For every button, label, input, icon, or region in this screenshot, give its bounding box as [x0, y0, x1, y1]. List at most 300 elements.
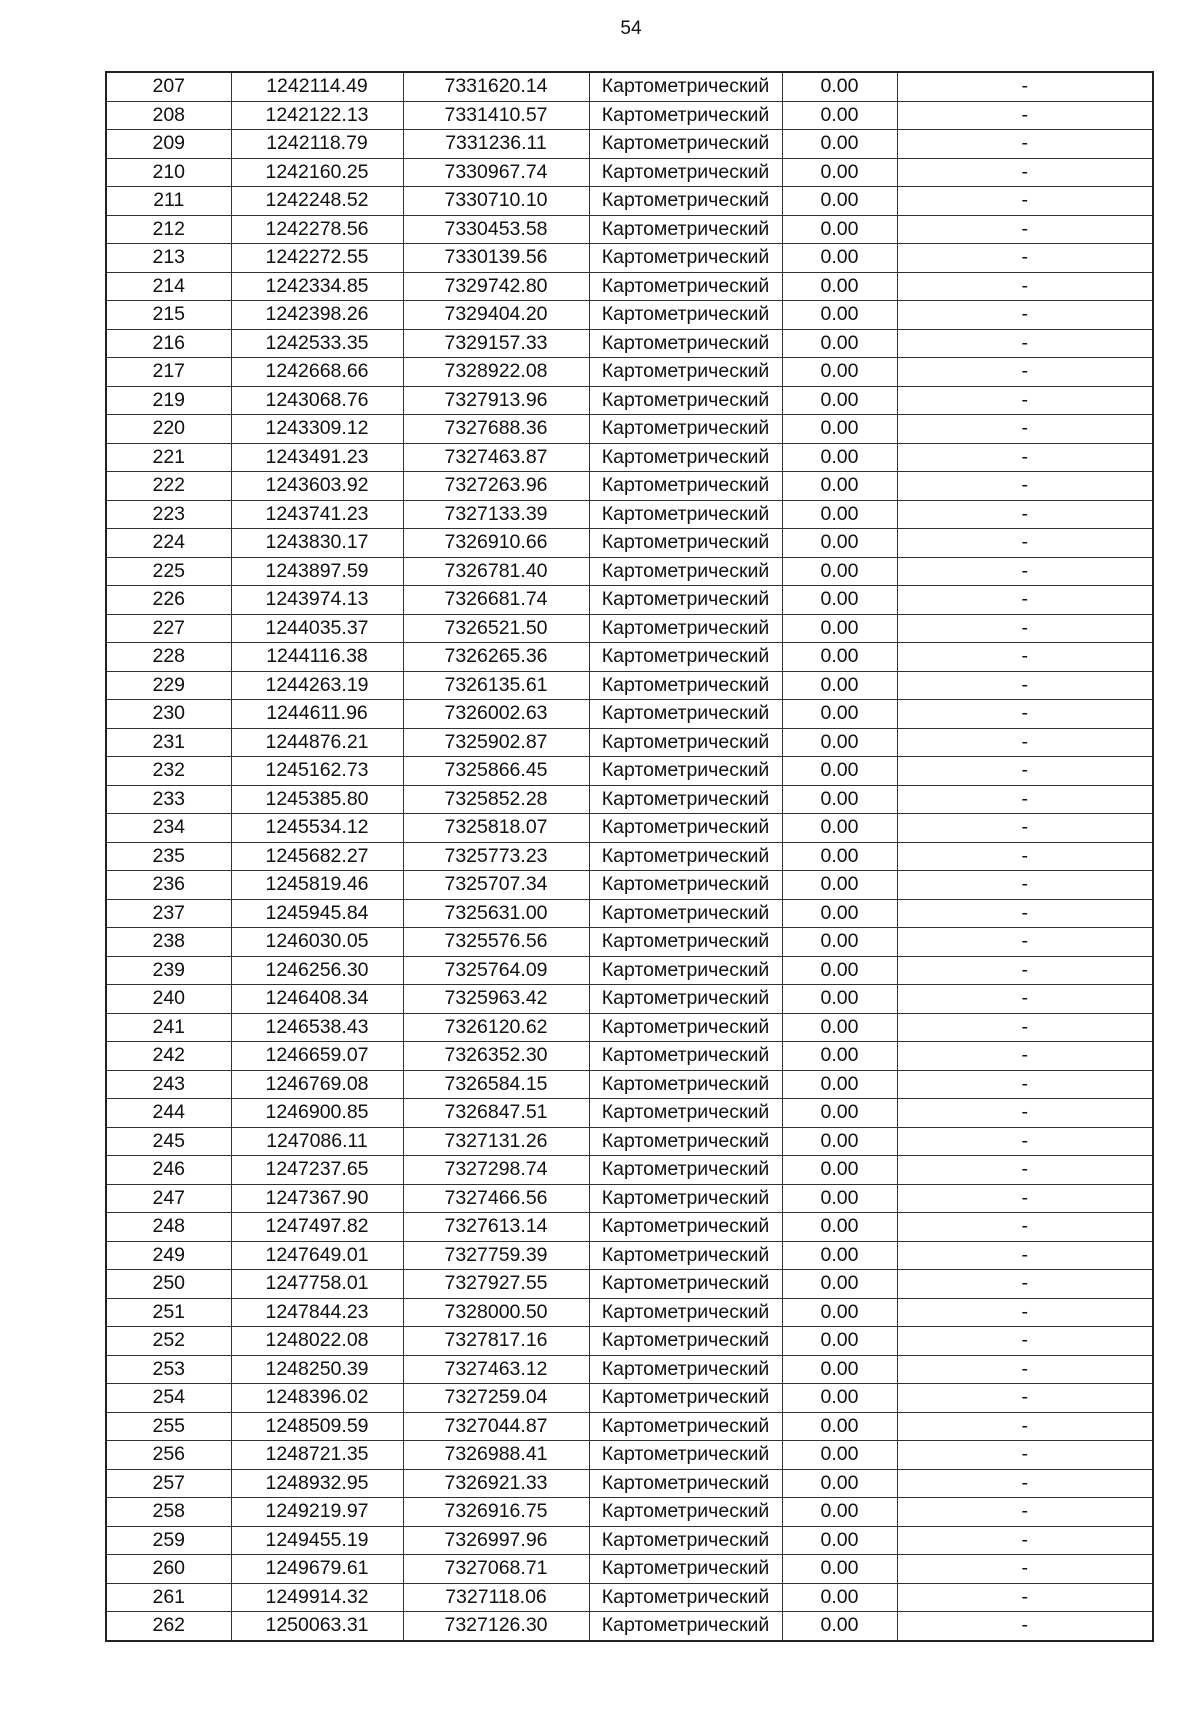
method-cell: Картометрический	[589, 1156, 782, 1185]
table-row	[106, 1241, 1153, 1270]
y-coordinate-cell: 7326352.30	[403, 1042, 589, 1071]
y-coordinate-cell: 7327688.36	[403, 415, 589, 444]
point-number-cell: 261	[106, 1583, 231, 1612]
x-coordinate-cell: 1248721.35	[231, 1441, 403, 1470]
error-cell: 0.00	[782, 1555, 897, 1584]
description-cell: -	[897, 1555, 1153, 1584]
description-cell: -	[897, 1156, 1153, 1185]
point-number-cell: 262	[106, 1612, 231, 1641]
point-number-cell: 234	[106, 814, 231, 843]
method-cell: Картометрический	[589, 1555, 782, 1584]
y-coordinate-cell: 7327466.56	[403, 1184, 589, 1213]
table-row	[106, 187, 1153, 216]
error-cell: 0.00	[782, 1213, 897, 1242]
x-coordinate-cell: 1249219.97	[231, 1498, 403, 1527]
point-number-cell: 237	[106, 899, 231, 928]
error-cell: 0.00	[782, 158, 897, 187]
method-cell: Картометрический	[589, 472, 782, 501]
point-number-cell: 259	[106, 1526, 231, 1555]
table-row	[106, 757, 1153, 786]
method-cell: Картометрический	[589, 1384, 782, 1413]
table-row	[106, 301, 1153, 330]
x-coordinate-cell: 1242668.66	[231, 358, 403, 387]
point-number-cell: 212	[106, 215, 231, 244]
point-number-cell: 243	[106, 1070, 231, 1099]
y-coordinate-cell: 7327118.06	[403, 1583, 589, 1612]
description-cell: -	[897, 1013, 1153, 1042]
description-cell: -	[897, 500, 1153, 529]
method-cell: Картометрический	[589, 1127, 782, 1156]
method-cell: Картометрический	[589, 1441, 782, 1470]
point-number-cell: 258	[106, 1498, 231, 1527]
method-cell: Картометрический	[589, 358, 782, 387]
x-coordinate-cell: 1247086.11	[231, 1127, 403, 1156]
table-row	[106, 842, 1153, 871]
point-number-cell: 219	[106, 386, 231, 415]
table-row	[106, 1612, 1153, 1641]
table-row	[106, 1355, 1153, 1384]
method-cell: Картометрический	[589, 101, 782, 130]
point-number-cell: 224	[106, 529, 231, 558]
x-coordinate-cell: 1246538.43	[231, 1013, 403, 1042]
error-cell: 0.00	[782, 215, 897, 244]
y-coordinate-cell: 7326921.33	[403, 1469, 589, 1498]
x-coordinate-cell: 1244035.37	[231, 614, 403, 643]
point-number-cell: 247	[106, 1184, 231, 1213]
table-row	[106, 1013, 1153, 1042]
x-coordinate-cell: 1248509.59	[231, 1412, 403, 1441]
method-cell: Картометрический	[589, 1042, 782, 1071]
error-cell: 0.00	[782, 1099, 897, 1128]
error-cell: 0.00	[782, 842, 897, 871]
description-cell: -	[897, 814, 1153, 843]
description-cell: -	[897, 72, 1153, 101]
error-cell: 0.00	[782, 928, 897, 957]
x-coordinate-cell: 1243974.13	[231, 586, 403, 615]
table-row	[106, 871, 1153, 900]
method-cell: Картометрический	[589, 1013, 782, 1042]
table-row	[106, 1099, 1153, 1128]
description-cell: -	[897, 1241, 1153, 1270]
y-coordinate-cell: 7327126.30	[403, 1612, 589, 1641]
description-cell: -	[897, 842, 1153, 871]
x-coordinate-cell: 1245945.84	[231, 899, 403, 928]
method-cell: Картометрический	[589, 671, 782, 700]
description-cell: -	[897, 1498, 1153, 1527]
method-cell: Картометрический	[589, 899, 782, 928]
x-coordinate-cell: 1245385.80	[231, 785, 403, 814]
method-cell: Картометрический	[589, 500, 782, 529]
description-cell: -	[897, 386, 1153, 415]
description-cell: -	[897, 472, 1153, 501]
table-row	[106, 472, 1153, 501]
x-coordinate-cell: 1243603.92	[231, 472, 403, 501]
description-cell: -	[897, 614, 1153, 643]
table-row	[106, 386, 1153, 415]
point-number-cell: 225	[106, 557, 231, 586]
x-coordinate-cell: 1242248.52	[231, 187, 403, 216]
y-coordinate-cell: 7330710.10	[403, 187, 589, 216]
point-number-cell: 217	[106, 358, 231, 387]
point-number-cell: 245	[106, 1127, 231, 1156]
description-cell: -	[897, 443, 1153, 472]
error-cell: 0.00	[782, 956, 897, 985]
point-number-cell: 251	[106, 1298, 231, 1327]
description-cell: -	[897, 1042, 1153, 1071]
description-cell: -	[897, 1526, 1153, 1555]
description-cell: -	[897, 1070, 1153, 1099]
error-cell: 0.00	[782, 728, 897, 757]
method-cell: Картометрический	[589, 1070, 782, 1099]
description-cell: -	[897, 301, 1153, 330]
method-cell: Картометрический	[589, 1241, 782, 1270]
y-coordinate-cell: 7327298.74	[403, 1156, 589, 1185]
x-coordinate-cell: 1249914.32	[231, 1583, 403, 1612]
y-coordinate-cell: 7327817.16	[403, 1327, 589, 1356]
method-cell: Картометрический	[589, 1498, 782, 1527]
x-coordinate-cell: 1244263.19	[231, 671, 403, 700]
table-row	[106, 1412, 1153, 1441]
error-cell: 0.00	[782, 1469, 897, 1498]
table-row	[106, 244, 1153, 273]
table-row	[106, 1070, 1153, 1099]
x-coordinate-cell: 1249455.19	[231, 1526, 403, 1555]
point-number-cell: 239	[106, 956, 231, 985]
error-cell: 0.00	[782, 386, 897, 415]
x-coordinate-cell: 1248932.95	[231, 1469, 403, 1498]
description-cell: -	[897, 785, 1153, 814]
description-cell: -	[897, 130, 1153, 159]
method-cell: Картометрический	[589, 1355, 782, 1384]
error-cell: 0.00	[782, 1412, 897, 1441]
x-coordinate-cell: 1243068.76	[231, 386, 403, 415]
description-cell: -	[897, 215, 1153, 244]
y-coordinate-cell: 7327463.87	[403, 443, 589, 472]
table-row	[106, 1583, 1153, 1612]
method-cell: Картометрический	[589, 842, 782, 871]
y-coordinate-cell: 7325818.07	[403, 814, 589, 843]
y-coordinate-cell: 7327131.26	[403, 1127, 589, 1156]
method-cell: Картометрический	[589, 928, 782, 957]
method-cell: Картометрический	[589, 1213, 782, 1242]
description-cell: -	[897, 700, 1153, 729]
table-row	[106, 1270, 1153, 1299]
point-number-cell: 207	[106, 72, 231, 101]
point-number-cell: 216	[106, 329, 231, 358]
description-cell: -	[897, 586, 1153, 615]
method-cell: Картометрический	[589, 1612, 782, 1641]
point-number-cell: 254	[106, 1384, 231, 1413]
table-row	[106, 928, 1153, 957]
y-coordinate-cell: 7326584.15	[403, 1070, 589, 1099]
error-cell: 0.00	[782, 1583, 897, 1612]
x-coordinate-cell: 1247497.82	[231, 1213, 403, 1242]
x-coordinate-cell: 1242334.85	[231, 272, 403, 301]
description-cell: -	[897, 101, 1153, 130]
method-cell: Картометрический	[589, 757, 782, 786]
point-number-cell: 260	[106, 1555, 231, 1584]
y-coordinate-cell: 7328000.50	[403, 1298, 589, 1327]
x-coordinate-cell: 1242272.55	[231, 244, 403, 273]
y-coordinate-cell: 7325773.23	[403, 842, 589, 871]
table-row	[106, 358, 1153, 387]
error-cell: 0.00	[782, 187, 897, 216]
y-coordinate-cell: 7327759.39	[403, 1241, 589, 1270]
point-number-cell: 214	[106, 272, 231, 301]
error-cell: 0.00	[782, 557, 897, 586]
description-cell: -	[897, 899, 1153, 928]
description-cell: -	[897, 329, 1153, 358]
y-coordinate-cell: 7325902.87	[403, 728, 589, 757]
point-number-cell: 238	[106, 928, 231, 957]
point-number-cell: 236	[106, 871, 231, 900]
error-cell: 0.00	[782, 529, 897, 558]
point-number-cell: 233	[106, 785, 231, 814]
table-row	[106, 215, 1153, 244]
method-cell: Картометрический	[589, 814, 782, 843]
description-cell: -	[897, 871, 1153, 900]
table-row	[106, 1156, 1153, 1185]
error-cell: 0.00	[782, 443, 897, 472]
table-row	[106, 671, 1153, 700]
table-row	[106, 272, 1153, 301]
coordinates-table	[105, 71, 1154, 1642]
description-cell: -	[897, 1127, 1153, 1156]
description-cell: -	[897, 671, 1153, 700]
x-coordinate-cell: 1243897.59	[231, 557, 403, 586]
method-cell: Картометрический	[589, 614, 782, 643]
table-row	[106, 1441, 1153, 1470]
x-coordinate-cell: 1243830.17	[231, 529, 403, 558]
table-row	[106, 1298, 1153, 1327]
description-cell: -	[897, 158, 1153, 187]
description-cell: -	[897, 643, 1153, 672]
description-cell: -	[897, 244, 1153, 273]
point-number-cell: 248	[106, 1213, 231, 1242]
error-cell: 0.00	[782, 358, 897, 387]
x-coordinate-cell: 1248396.02	[231, 1384, 403, 1413]
table-row	[106, 415, 1153, 444]
error-cell: 0.00	[782, 985, 897, 1014]
x-coordinate-cell: 1243741.23	[231, 500, 403, 529]
method-cell: Картометрический	[589, 1526, 782, 1555]
y-coordinate-cell: 7330139.56	[403, 244, 589, 273]
y-coordinate-cell: 7326988.41	[403, 1441, 589, 1470]
table-row	[106, 1213, 1153, 1242]
x-coordinate-cell: 1242398.26	[231, 301, 403, 330]
table-row	[106, 1127, 1153, 1156]
y-coordinate-cell: 7325707.34	[403, 871, 589, 900]
x-coordinate-cell: 1246769.08	[231, 1070, 403, 1099]
method-cell: Картометрический	[589, 244, 782, 273]
y-coordinate-cell: 7330967.74	[403, 158, 589, 187]
error-cell: 0.00	[782, 1184, 897, 1213]
error-cell: 0.00	[782, 1270, 897, 1299]
table-row	[106, 1042, 1153, 1071]
x-coordinate-cell: 1245819.46	[231, 871, 403, 900]
error-cell: 0.00	[782, 1013, 897, 1042]
description-cell: -	[897, 272, 1153, 301]
y-coordinate-cell: 7325576.56	[403, 928, 589, 957]
table-row	[106, 443, 1153, 472]
x-coordinate-cell: 1249679.61	[231, 1555, 403, 1584]
method-cell: Картометрический	[589, 187, 782, 216]
y-coordinate-cell: 7326781.40	[403, 557, 589, 586]
description-cell: -	[897, 1441, 1153, 1470]
y-coordinate-cell: 7327133.39	[403, 500, 589, 529]
method-cell: Картометрический	[589, 557, 782, 586]
table-row	[106, 985, 1153, 1014]
method-cell: Картометрический	[589, 415, 782, 444]
y-coordinate-cell: 7326265.36	[403, 643, 589, 672]
description-cell: -	[897, 1612, 1153, 1641]
error-cell: 0.00	[782, 500, 897, 529]
error-cell: 0.00	[782, 671, 897, 700]
y-coordinate-cell: 7329742.80	[403, 272, 589, 301]
y-coordinate-cell: 7325963.42	[403, 985, 589, 1014]
table-row	[106, 557, 1153, 586]
x-coordinate-cell: 1247367.90	[231, 1184, 403, 1213]
y-coordinate-cell: 7326681.74	[403, 586, 589, 615]
error-cell: 0.00	[782, 785, 897, 814]
y-coordinate-cell: 7327913.96	[403, 386, 589, 415]
error-cell: 0.00	[782, 272, 897, 301]
error-cell: 0.00	[782, 130, 897, 159]
error-cell: 0.00	[782, 1298, 897, 1327]
x-coordinate-cell: 1247844.23	[231, 1298, 403, 1327]
description-cell: -	[897, 415, 1153, 444]
description-cell: -	[897, 1213, 1153, 1242]
point-number-cell: 249	[106, 1241, 231, 1270]
method-cell: Картометрический	[589, 386, 782, 415]
error-cell: 0.00	[782, 871, 897, 900]
x-coordinate-cell: 1247758.01	[231, 1270, 403, 1299]
coordinates-table-body	[106, 72, 1153, 1641]
method-cell: Картометрический	[589, 956, 782, 985]
x-coordinate-cell: 1242160.25	[231, 158, 403, 187]
x-coordinate-cell: 1244611.96	[231, 700, 403, 729]
error-cell: 0.00	[782, 1384, 897, 1413]
error-cell: 0.00	[782, 586, 897, 615]
table-row	[106, 158, 1153, 187]
point-number-cell: 255	[106, 1412, 231, 1441]
point-number-cell: 227	[106, 614, 231, 643]
description-cell: -	[897, 1384, 1153, 1413]
description-cell: -	[897, 928, 1153, 957]
point-number-cell: 235	[106, 842, 231, 871]
point-number-cell: 252	[106, 1327, 231, 1356]
point-number-cell: 220	[106, 415, 231, 444]
x-coordinate-cell: 1245682.27	[231, 842, 403, 871]
error-cell: 0.00	[782, 472, 897, 501]
table-row	[106, 329, 1153, 358]
y-coordinate-cell: 7331620.14	[403, 72, 589, 101]
x-coordinate-cell: 1242533.35	[231, 329, 403, 358]
y-coordinate-cell: 7325764.09	[403, 956, 589, 985]
error-cell: 0.00	[782, 643, 897, 672]
method-cell: Картометрический	[589, 130, 782, 159]
y-coordinate-cell: 7327259.04	[403, 1384, 589, 1413]
table-row	[106, 614, 1153, 643]
y-coordinate-cell: 7327044.87	[403, 1412, 589, 1441]
error-cell: 0.00	[782, 1042, 897, 1071]
method-cell: Картометрический	[589, 985, 782, 1014]
x-coordinate-cell: 1244876.21	[231, 728, 403, 757]
point-number-cell: 250	[106, 1270, 231, 1299]
point-number-cell: 242	[106, 1042, 231, 1071]
x-coordinate-cell: 1247237.65	[231, 1156, 403, 1185]
x-coordinate-cell: 1242122.13	[231, 101, 403, 130]
method-cell: Картометрический	[589, 301, 782, 330]
y-coordinate-cell: 7326135.61	[403, 671, 589, 700]
description-cell: -	[897, 529, 1153, 558]
method-cell: Картометрический	[589, 529, 782, 558]
table-row	[106, 1469, 1153, 1498]
point-number-cell: 221	[106, 443, 231, 472]
method-cell: Картометрический	[589, 272, 782, 301]
table-row	[106, 700, 1153, 729]
method-cell: Картометрический	[589, 1327, 782, 1356]
y-coordinate-cell: 7327927.55	[403, 1270, 589, 1299]
point-number-cell: 229	[106, 671, 231, 700]
point-number-cell: 246	[106, 1156, 231, 1185]
description-cell: -	[897, 1583, 1153, 1612]
page-number: 54	[620, 18, 642, 39]
error-cell: 0.00	[782, 415, 897, 444]
method-cell: Картометрический	[589, 1469, 782, 1498]
point-number-cell: 211	[106, 187, 231, 216]
description-cell: -	[897, 728, 1153, 757]
y-coordinate-cell: 7326916.75	[403, 1498, 589, 1527]
error-cell: 0.00	[782, 1526, 897, 1555]
x-coordinate-cell: 1245162.73	[231, 757, 403, 786]
method-cell: Картометрический	[589, 728, 782, 757]
error-cell: 0.00	[782, 1355, 897, 1384]
y-coordinate-cell: 7326910.66	[403, 529, 589, 558]
error-cell: 0.00	[782, 301, 897, 330]
y-coordinate-cell: 7327463.12	[403, 1355, 589, 1384]
error-cell: 0.00	[782, 1498, 897, 1527]
point-number-cell: 213	[106, 244, 231, 273]
error-cell: 0.00	[782, 1327, 897, 1356]
x-coordinate-cell: 1242278.56	[231, 215, 403, 244]
table-row	[106, 956, 1153, 985]
point-number-cell: 256	[106, 1441, 231, 1470]
error-cell: 0.00	[782, 1441, 897, 1470]
y-coordinate-cell: 7326521.50	[403, 614, 589, 643]
method-cell: Картометрический	[589, 1184, 782, 1213]
x-coordinate-cell: 1250063.31	[231, 1612, 403, 1641]
point-number-cell: 210	[106, 158, 231, 187]
table-row	[106, 101, 1153, 130]
x-coordinate-cell: 1246256.30	[231, 956, 403, 985]
point-number-cell: 228	[106, 643, 231, 672]
x-coordinate-cell: 1247649.01	[231, 1241, 403, 1270]
point-number-cell: 223	[106, 500, 231, 529]
table-row	[106, 728, 1153, 757]
y-coordinate-cell: 7325852.28	[403, 785, 589, 814]
method-cell: Картометрический	[589, 785, 782, 814]
y-coordinate-cell: 7331236.11	[403, 130, 589, 159]
y-coordinate-cell: 7328922.08	[403, 358, 589, 387]
table-row	[106, 1498, 1153, 1527]
description-cell: -	[897, 1469, 1153, 1498]
table-row	[106, 72, 1153, 101]
y-coordinate-cell: 7327068.71	[403, 1555, 589, 1584]
point-number-cell: 240	[106, 985, 231, 1014]
error-cell: 0.00	[782, 814, 897, 843]
y-coordinate-cell: 7326002.63	[403, 700, 589, 729]
